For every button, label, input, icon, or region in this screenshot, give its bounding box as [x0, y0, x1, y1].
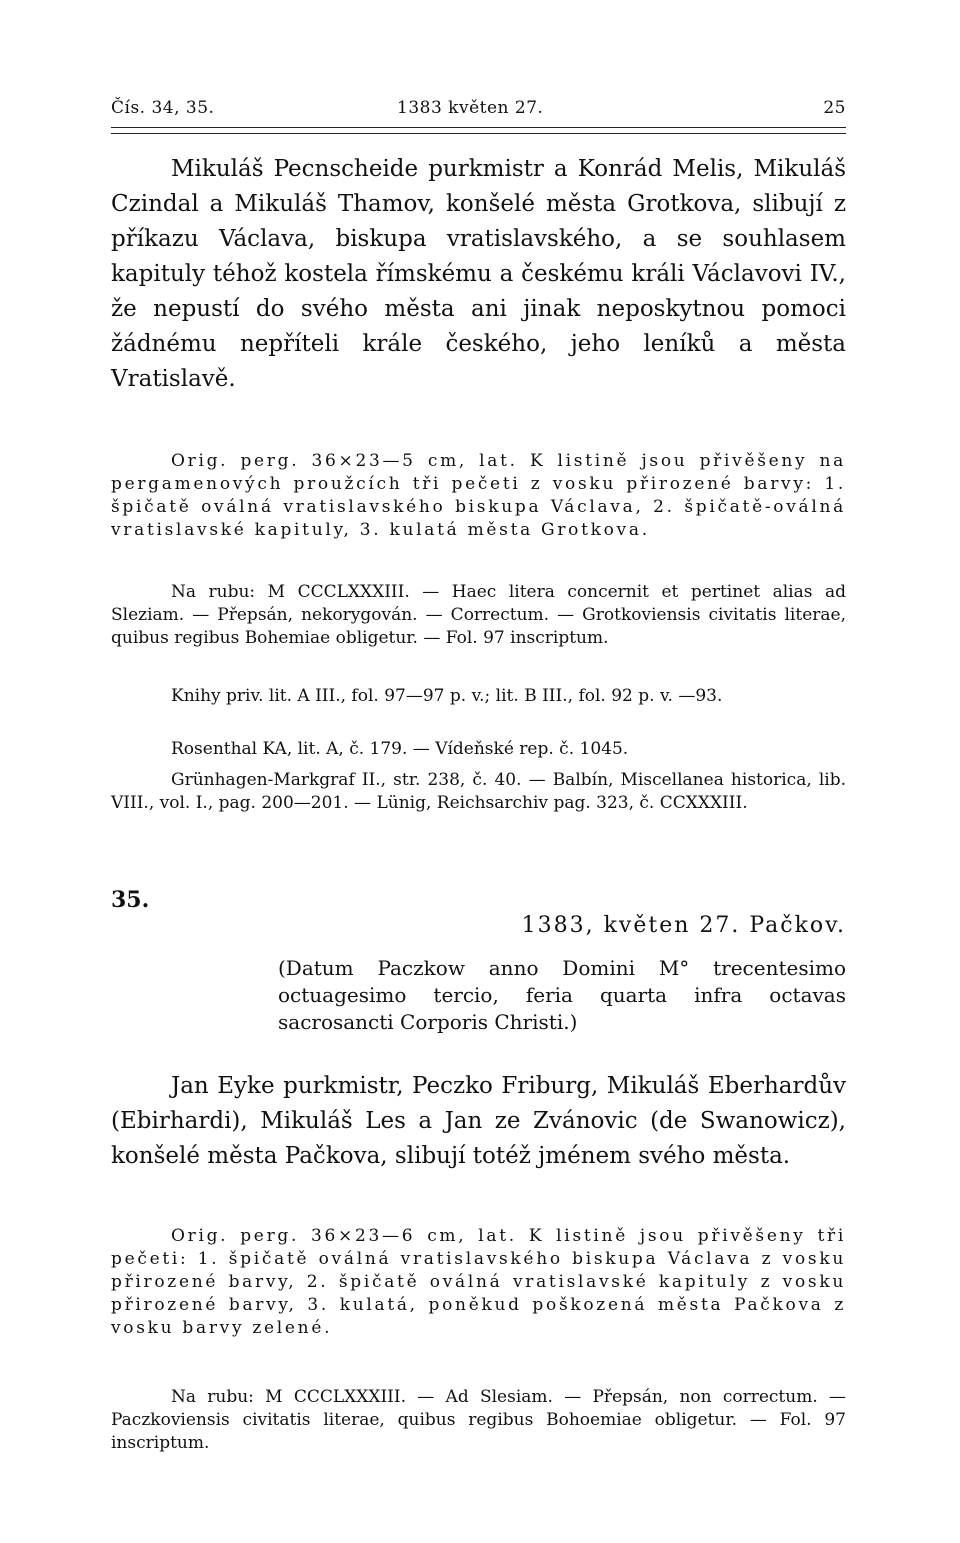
doc35-dateline: 1383, květen 27. Pačkov.: [521, 913, 846, 938]
doc35-dorsal-note: Na rubu: M CCCLXXXIII. — Ad Slesiam. — Přepsán, non correctum. — Paczkoviensis civitatis literae, quibus regibus Bohoemiae obligetur. — Fol. 97 inscriptum.: [111, 1387, 846, 1453]
doc35-number: 35.: [111, 887, 150, 913]
doc34-books-reference: Knihy priv. lit. A III., fol. 97—97 p. v.; lit. B III., fol. 92 p. v. —93.: [171, 686, 723, 706]
header-date: 1383 květen 27.: [397, 98, 544, 118]
doc35-summary: Jan Eyke purkmistr, Peczko Friburg, Mikuláš Eberhardův (Ebirhardi), Mikuláš Les a Jan ze Zvánovic (de Swanowicz), konšelé města Pačkova, slibují totéž jménem svého města.: [111, 1073, 846, 1169]
page-header: [111, 98, 846, 130]
doc35-original-description: Orig. perg. 36×23—6 cm, lat. K listině jsou přivěšeny tři pečeti: 1. špičatě oválná vratislavského biskupa Václava z vosku přirozené barvy, 2. špičatě oválná vratislavské kapituly z vosku přirozené barvy, 3. kulatá, poněkud poškozená města Pačkova z vosku barvy zelené.: [111, 1226, 846, 1338]
doc34-literature: Grünhagen-Markgraf II., str. 238, č. 40. — Balbín, Miscellanea historica, lib. VIII., vol. I., pag. 200—201. — Lünig, Reichsarchiv pag. 323, č. CCXXXIII.: [111, 770, 846, 813]
doc34-dorsal-note: Na rubu: M CCCLXXXIII. — Haec litera concernit et pertinet alias ad Sleziam. — Přepsán, nekorygován. — Correctum. — Grotkoviensis civitatis literae, quibus regibus Bohemiae obligetur. — Fol. 97 inscriptum.: [111, 582, 846, 648]
doc34-original-description: Orig. perg. 36×23—5 cm, lat. K listině jsou přivěšeny na pergamenových proužcích tři pečeti z vosku přirozené barvy: 1. špičatě oválná vratislavského biskupa Václava, 2. špičatě-oválná vratislavské kapituly, 3. kulatá města Grotkova.: [111, 451, 846, 540]
doc35-datum: (Datum Paczkow anno Domini M° trecentesimo octuagesimo tercio, feria quarta infra octavas sacrosancti Corporis Christi.): [278, 956, 846, 1034]
header-rule-top: [111, 127, 846, 128]
page-number: 25: [823, 98, 846, 118]
header-rule-bottom: [111, 133, 846, 134]
doc34-summary: Mikuláš Pecnscheide purkmistr a Konrád Melis, Mikuláš Czindal a Mikuláš Thamov, konšelé města Grotkova, slibují z příkazu Václava, biskupa vratislavského, a se souhlasem kapituly téhož kostela římskému a českému králi Václavovi IV., že nepustí do svého města ani jinak neposkytnou pomoci žádnému nepříteli krále českého, jeho leníků a města Vratislavě.: [111, 156, 846, 392]
header-document-numbers: Čís. 34, 35.: [111, 98, 215, 118]
doc34-rosenthal-reference: Rosenthal KA, lit. A, č. 179. — Vídeňské rep. č. 1045.: [171, 739, 629, 759]
